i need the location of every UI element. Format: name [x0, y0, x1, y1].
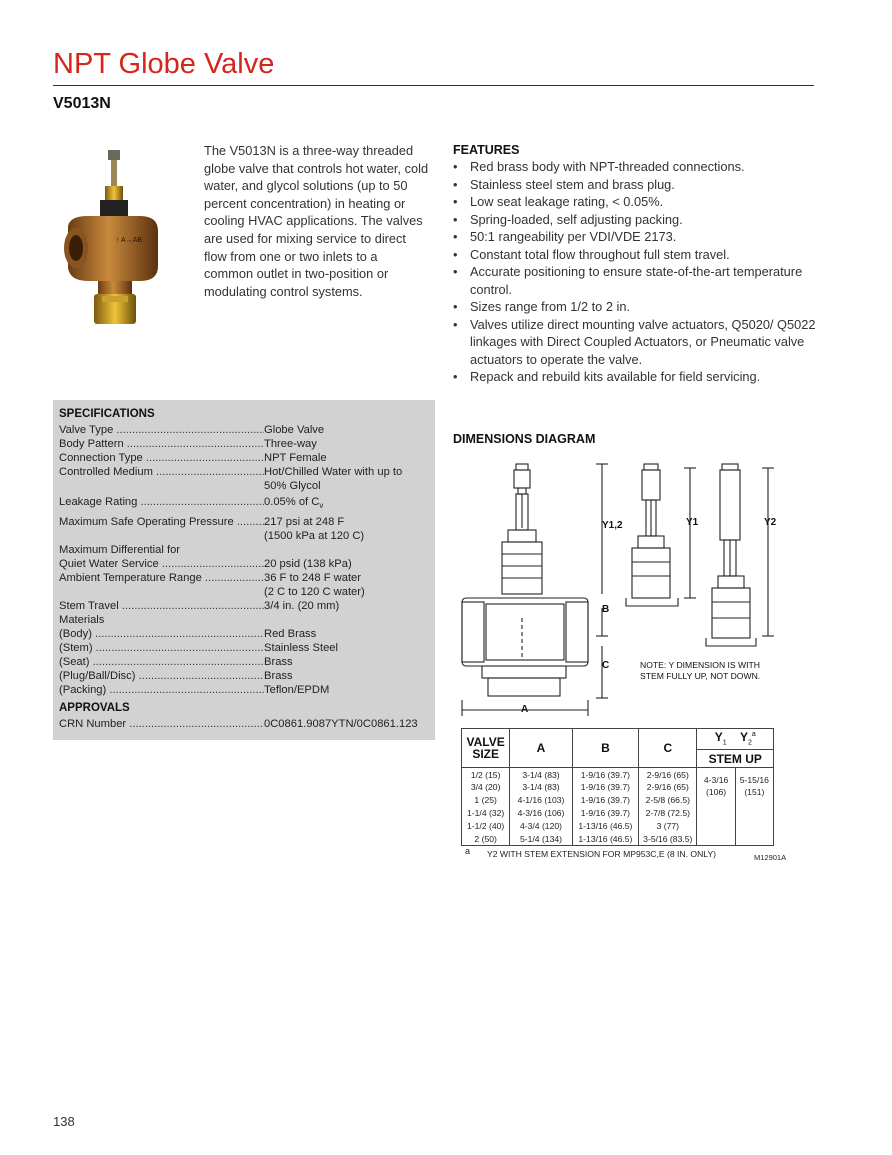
- model-number: V5013N: [53, 95, 111, 112]
- spec-row-packing: (Packing) ..... Teflon/EPDM: [59, 683, 429, 697]
- list-item: • Red brass body with NPT-threaded connections.: [453, 159, 745, 174]
- footnote-text: Y2 WITH STEM EXTENSION FOR MP953C,E (8 IN. ONLY): [487, 849, 717, 859]
- bullet-icon: •: [453, 299, 458, 314]
- title-divider: [53, 85, 814, 86]
- list-item: • Accurate positioning to ensure state-of-the-art temperature control.: [453, 264, 803, 297]
- page-title: NPT Globe Valve: [53, 48, 275, 80]
- bullet-icon: •: [453, 176, 458, 192]
- spec-row-max-pressure: Maximum Safe Operating Pressure ..... 217 psi at 248 F (1500 kPa at 120 C): [59, 515, 429, 543]
- table-row: 2 (50) 5-1/4 (134) 1-13/16 (46.5) 3-5/16 (83.5): [462, 833, 774, 846]
- spec-row-connection-type: Connection Type ..... NPT Female: [59, 451, 429, 465]
- label-y12: Y1,2: [602, 520, 623, 531]
- valve-product-photo: [58, 146, 168, 336]
- spec-row-stem: (Stem) ..... Stainless Steel: [59, 641, 429, 655]
- bullet-icon: •: [453, 194, 458, 209]
- spec-row-max-differential: Maximum Differential for: [59, 544, 181, 557]
- note-line-2: STEM FULLY UP, NOT DOWN.: [640, 671, 761, 681]
- list-item: • Low seat leakage rating, < 0.05%.: [453, 194, 664, 209]
- bullet-icon: •: [453, 159, 458, 174]
- list-item: • Valves utilize direct mounting valve actuators, Q5020/ Q5022 linkages with Direct Coupled Actuators, or Pneumatic valve actuators to operate the valve.: [453, 316, 816, 367]
- bullet-icon: •: [453, 229, 458, 244]
- footnote-mark: a: [465, 846, 471, 856]
- bullet-icon: •: [453, 369, 458, 384]
- table-row: 1-1/2 (40) 4-3/4 (120) 1-13/16 (46.5) 3 (77): [462, 820, 774, 833]
- features-heading: FEATURES: [453, 143, 520, 157]
- page-number: 138: [53, 1114, 75, 1129]
- list-item: • 50:1 rangeability per VDI/VDE 2173.: [453, 229, 677, 244]
- specifications-box: [53, 400, 435, 740]
- approvals-heading: APPROVALS: [59, 702, 130, 715]
- spec-row-controlled-medium: Controlled Medium ..... Hot/Chilled Water with up to 50% Glycol: [59, 465, 429, 493]
- spec-row-valve-type: Valve Type ..... Globe Valve: [59, 423, 429, 437]
- bullet-icon: •: [453, 246, 458, 262]
- spec-row-leakage-rating: Leakage Rating ..... 0.05% of $C_v$: [59, 495, 429, 513]
- spec-row-body-pattern: Body Pattern ..... Three-way: [59, 437, 429, 451]
- dimensions-heading: DIMENSIONS DIAGRAM: [453, 432, 596, 446]
- label-a: A: [521, 704, 529, 715]
- list-item: • Spring-loaded, self adjusting packing.: [453, 211, 683, 227]
- label-y2: Y2: [764, 517, 777, 528]
- bullet-icon: •: [453, 211, 458, 227]
- table-row: 1-1/4 (32) 4-3/16 (106) 1-9/16 (39.7) 2-7/8 (72.5): [462, 807, 774, 820]
- table-row: 1 (25) 4-1/16 (103) 1-9/16 (39.7) 2-5/8 (66.5): [462, 794, 774, 807]
- spec-row-plug: (Plug/Ball/Disc) ..... Brass: [59, 669, 429, 683]
- spec-row-seat: (Seat) ..... Brass: [59, 655, 429, 669]
- label-y1: Y1: [686, 517, 699, 528]
- table-row: 1/2 (15) 3-1/4 (83) 1-9/16 (39.7) 2-9/16 (65) 4-3/16 (106) 5-15/16 (151): [462, 768, 774, 781]
- list-item: • Sizes range from 1/2 to 2 in.: [453, 299, 631, 314]
- dimensions-table: VALVE SIZE A B C $Y_1$ $Y_2^a$ STEM UP 1/2 (15) 3-1/4 (83) 1-9/16 (39.7) 2-9/16 (65) 4-3/16 (106) 5-15/16 (151) 3/4 (20) 3-1/4 (83) 1-9/16 (39.7) 2-9/16 (65) 1 (25) 4-1/16 (103) 1-9/16 (39.7) 2-5/8 (66.5) 1-1/4 (32) 4-3/16 (106) 1-9/16 (39.7) 2-7/8 (72.5) 1-1/2 (40) 4-3/4 (120) 1-13/16 (46.5) 3 (77) 2 (50) 5-1/4 (134) 1-13/16 (46.5) 3-5/16 (83.5): [461, 728, 774, 846]
- spec-row-ambient-temp: Ambient Temperature Range ..... 36 F to 248 F water (2 C to 120 C water): [59, 571, 429, 599]
- label-b: B: [602, 604, 610, 615]
- features-section: [453, 142, 828, 386]
- spec-row-materials: Materials: [59, 614, 105, 627]
- list-item: • Constant total flow throughout full stem travel.: [453, 246, 730, 262]
- note-line-1: NOTE: Y DIMENSION IS WITH: [640, 660, 761, 670]
- table-header-row: VALVE SIZE A B C $Y_1$ $Y_2^a$: [462, 729, 774, 750]
- bullet-icon: •: [453, 264, 458, 279]
- label-c: C: [602, 660, 610, 671]
- spec-row-body: (Body) ..... Red Brass: [59, 627, 429, 641]
- features-list: [453, 158, 828, 386]
- bullet-icon: •: [453, 316, 458, 332]
- table-row: 3/4 (20) 3-1/4 (83) 1-9/16 (39.7) 2-9/16 (65): [462, 781, 774, 794]
- list-item: • Repack and rebuild kits available for field servicing.: [453, 369, 761, 384]
- drawing-code: M12901A: [754, 853, 787, 862]
- spec-row-stem-travel: Stem Travel ..... 3/4 in. (20 mm): [59, 599, 429, 613]
- intro-paragraph: The V5013N is a three-way threaded globe valve that controls hot water, cold water, and glycol solutions (up to 50 percent concentration) in heating or cooling HVAC applications. The valves are used for mixing service to direct flow from one or two inlets to a common outlet in two-position or modulating control systems.: [204, 143, 429, 299]
- specifications-heading: SPECIFICATIONS: [59, 408, 155, 420]
- svg-text:↑ A→AB: ↑ A→AB: [116, 237, 143, 244]
- list-item: • Stainless steel stem and brass plug.: [453, 176, 675, 192]
- dimensions-diagram: [452, 458, 792, 716]
- spec-row-crn: CRN Number ..... 0C0861.9087YTN/0C0861.123: [59, 717, 429, 731]
- spec-row-quiet-water: Quiet Water Service ..... 20 psid (138 kPa): [59, 557, 429, 571]
